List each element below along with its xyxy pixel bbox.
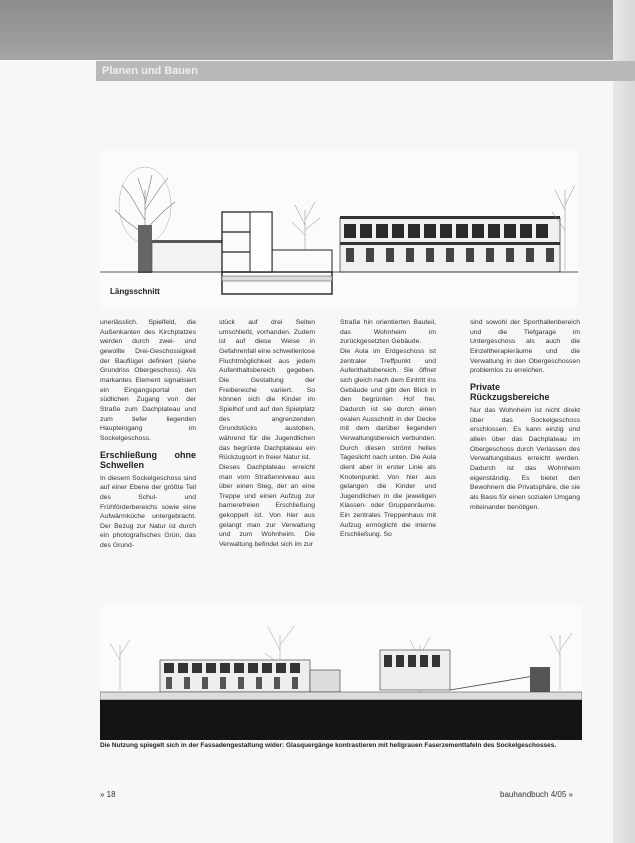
- paragraph: unerlässlich. Spielfeld, die Außenkanten des Kirchplatzes werden durch zwei- und gewollte Drei-Geschossigkeit der Bauflügel definiert (siehe Grundriss Obergeschoss). Als markantes Element signalisiert ein Eingangsportal den südlichen Zugang von der Straße zum Dachplateau und zum tiefer liegenden Haupteingang im Sockelgeschoss.: [100, 319, 196, 442]
- paragraph: Die Aula im Erdgeschoss ist zentraler Treffpunkt und Aufenthaltsbereich. Sie öffnet sich gleich nach dem Eintritt ins Gebäude und gibt den Blick in den begrünten Hof frei. Dadurch ist sie durch einen ovalen Ausschnitt in der Decke mit dem darüber liegenden Verwaltungsbereich verbunden. Durch diesen strömt helles Tageslicht nach unten. Die Aula dient aber in erster Linie als Knotenpunkt. Von hier aus gelangen die Kinder und Jugendlichen in die jeweiligen Klassen- oder Gruppenräume. Ein zentrales Treppenhaus mit Aufzug ermöglicht die interne Erschließung. So: [340, 347, 436, 539]
- figure-caption: Die Nutzung spiegelt sich in der Fassadengestaltung wider: Glasquergänge kontrastieren mit hellgrauen Faserzementtafeln des Sockelgeschosses.: [100, 742, 557, 749]
- facade-elevation-drawing: [100, 605, 582, 740]
- subheading: Private Rückzugsbereiche: [470, 381, 550, 403]
- paragraph: In diesem Sockelgeschoss sind auf einer Ebene der größte Teil des Schul- und Frühförderbereichs sowie eine Aufwärmküche untergebracht. Der Bezug zur Natur ist durch ein photografisches Grün, das des Grund-: [100, 474, 196, 550]
- text-column-3: [340, 318, 436, 540]
- text-column-4: [470, 318, 580, 512]
- figure-label: Längsschnitt: [110, 287, 160, 296]
- longitudinal-section-drawing: [100, 150, 578, 308]
- text-column-1: [100, 318, 196, 551]
- page-edge-shadow: [613, 0, 635, 843]
- paragraph: Nur das Wohnheim ist nicht direkt über das Sockelgeschoss erschlossen. Es kann einzig und allein über das Dachplateau im Obergeschoss durch Verlassen des Verwaltungsbaus erreicht werden. Dadurch ist das Wohnheim eigenständig. Es bietet den Bewohnern die Privatsphäre, die sie als Basis für einen sozialen Umgang miteinander benötigen.: [470, 406, 580, 511]
- subheading: Erschließung ohne Schwellen: [100, 449, 196, 471]
- top-band: [0, 0, 635, 60]
- paragraph: Dieses Dachplateau erreicht man vom Straßenniveau aus über einen Steg, der an eine Treppe und einen Aufzug zur barrierefreien Erschließung gekoppelt ist. Von hier aus gelangt man zur Verwaltung und zum Wohnheim. Die Verwaltung befindet sich im zur: [219, 463, 315, 549]
- text-column-2: [219, 318, 315, 550]
- section-header: Planen und Bauen: [96, 61, 635, 81]
- paragraph: stück auf drei Seiten umschließt, vorhanden. Zudem ist auf diese Weise in Gefahrenfall eine schwellenlose Fluchtmöglichkeit aus jedem Aufenthaltsbereich gegeben. Die Gestaltung der Freibereiche variiert. So können sich die Kinder im Spielhof und auf den Spielplatz des angrenzenden Grundstücks austoben, während für die Jugendlichen das begrünte Dachplateau ein Rückzugsort in freier Natur ist.: [219, 319, 315, 462]
- paragraph: Straße hin orientierten Bauteil, das Wohnheim im zurückgesetzten Gebäude.: [340, 319, 436, 346]
- page-number: » 18: [100, 790, 116, 799]
- paragraph: sind sowohl der Sporthallenbereich und die Tiefgarage im Untergeschoss als auch die Einzeltherapieräume und die Verwaltung in den Obergeschossen problemlos zu erreichen.: [470, 319, 580, 375]
- magazine-footer: bauhandbuch 4/05 »: [500, 790, 573, 799]
